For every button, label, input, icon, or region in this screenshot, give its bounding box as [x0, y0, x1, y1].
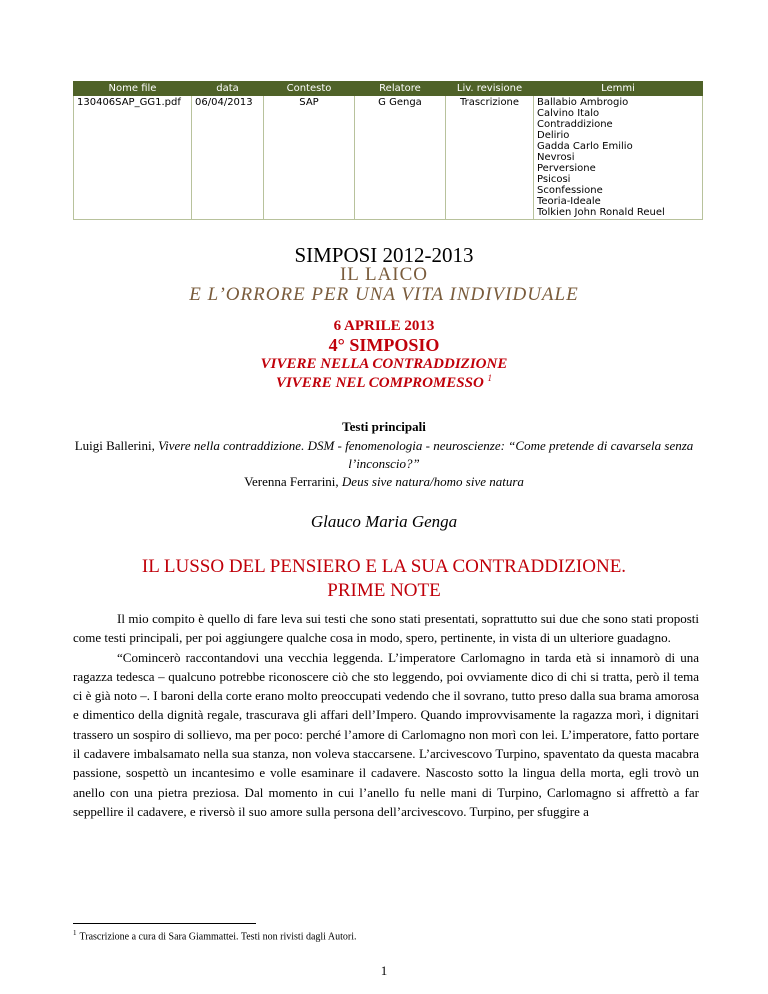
paragraph: Il mio compito è quello di fare leva sui testi che sono stati presentati, soprattutto sui due che sono stati proposti come testi principali, per poi aggiungere qualche cosa in modo, spero, pertinente, in vista di un ulteriore guadagno. — [73, 611, 699, 646]
cell-nome-file: 130406SAP_GG1.pdf — [74, 96, 192, 220]
topic-line-2 — [0, 373, 768, 392]
theme-line-1: IL LAICO — [339, 264, 429, 285]
body-text — [73, 609, 699, 821]
topic-line-2-text: VIVERE NEL COMPROMESSO — [275, 375, 484, 391]
main-text-1-author: Luigi Ballerini, — [74, 438, 159, 453]
footnote-reference[interactable]: 1 — [487, 373, 493, 383]
talk-title-line-1: IL LUSSO DEL PENSIERO E LA SUA CONTRADDIZIONE. — [141, 556, 627, 577]
cell-revisione: Trascrizione — [446, 96, 534, 220]
paragraph: “Comincerò raccontandovi una vecchia leggenda. L’imperatore Carlomagno in tarda età si innamorò di una ragazza tedesca – qualcuno potrebbe riconoscere ciò che sto leggendo, poi ovviamente dico di chi si tratta, però il tema ci è già noto –. I baroni della corte erano molto preoccupati vedendo che il sovrano, tutto preso dalla sua brama amorosa e dimentico della dignità regale, trascurava gli affari dell’Impero. Quando improvvisamente la ragazza morì, i dignitari trassero un sospiro di sollievo, ma per poco: perché l’amore di Carlomagno non morì con lei. L’imperatore, fatto portare il cadavere imbalsamato nella sua stanza, non voleva staccarsene. L’arcivescovo Turpino, spaventato da questa macabra passione, sospettò un incantesimo e volle esaminare il cadavere. Nascosto sotto la lingua della morta, egli trovò un anello con una pietra preziosa. Dal momento in cui l’anello fu nelle mani di Turpino, Carlomagno si affrettò a far seppellire il cadavere, e riversò il suo amore sulla persona dell’arcivescovo. Turpino, per sfuggire a — [73, 649, 699, 819]
main-text-2-author: Verenna Ferrarini, — [244, 474, 342, 489]
metadata-row — [74, 96, 703, 220]
footnote-number: 1 — [73, 929, 77, 937]
lemma-item: Teoria-Ideale — [537, 196, 601, 207]
lemma-item: Tolkien John Ronald Reuel — [537, 207, 665, 218]
footnote — [73, 929, 357, 942]
lemma-item: Delirio — [537, 130, 570, 141]
lemma-item: Nevrosi — [537, 152, 575, 163]
speaker-name: Glauco Maria Genga — [310, 512, 458, 531]
lemma-item: Sconfessione — [537, 185, 603, 196]
lemma-item: Ballabio Ambrogio — [537, 97, 629, 108]
talk-title-line-2: PRIME NOTE — [327, 580, 441, 601]
symposium-number: 4° SIMPOSIO — [328, 335, 440, 355]
cell-contesto: SAP — [264, 96, 355, 220]
lemma-item: Calvino Italo — [537, 108, 600, 119]
header-revisione: Liv. revisione — [446, 82, 534, 96]
cell-relatore: G Genga — [355, 96, 446, 220]
metadata-table — [73, 81, 703, 220]
main-text-item-2 — [70, 473, 698, 491]
main-texts-title: Testi principali — [342, 419, 426, 434]
footnote-separator — [73, 923, 256, 924]
main-text-item-1 — [70, 437, 698, 473]
talk-title — [70, 555, 698, 603]
lemma-item: Perversione — [537, 163, 596, 174]
lemma-item: Gadda Carlo Emilio — [537, 141, 633, 152]
header-lemmi: Lemmi — [534, 82, 703, 96]
page-number: 1 — [380, 963, 388, 978]
cell-lemmi — [534, 96, 703, 220]
main-texts-list — [70, 437, 698, 491]
header-relatore: Relatore — [355, 82, 446, 96]
header-data: data — [192, 82, 264, 96]
metadata-header-row — [74, 82, 703, 96]
lemma-item: Contraddizione — [537, 119, 613, 130]
header-nome-file: Nome file — [74, 82, 192, 96]
topic-line-1: VIVERE NELLA CONTRADDIZIONE — [260, 356, 508, 372]
header-contesto: Contesto — [264, 82, 355, 96]
main-text-1-title: Vivere nella contraddizione. DSM - fenomenologia - neuroscienze: “Come pretende di cavarsela senza l’inconscio?” — [158, 438, 694, 471]
main-text-2-title: Deus sive natura/homo sive natura — [341, 474, 524, 489]
symposium-date: 6 APRILE 2013 — [333, 318, 435, 334]
series-title: SIMPOSI 2012-2013 — [294, 243, 474, 267]
cell-data: 06/04/2013 — [192, 96, 264, 220]
lemma-item: Psicosi — [537, 174, 571, 185]
theme-line-2: E L’ORRORE PER UNA VITA INDIVIDUALE — [189, 284, 579, 305]
footnote-text: Trascrizione a cura di Sara Giammattei. Testi non rivisti dagli Autori. — [79, 931, 357, 943]
